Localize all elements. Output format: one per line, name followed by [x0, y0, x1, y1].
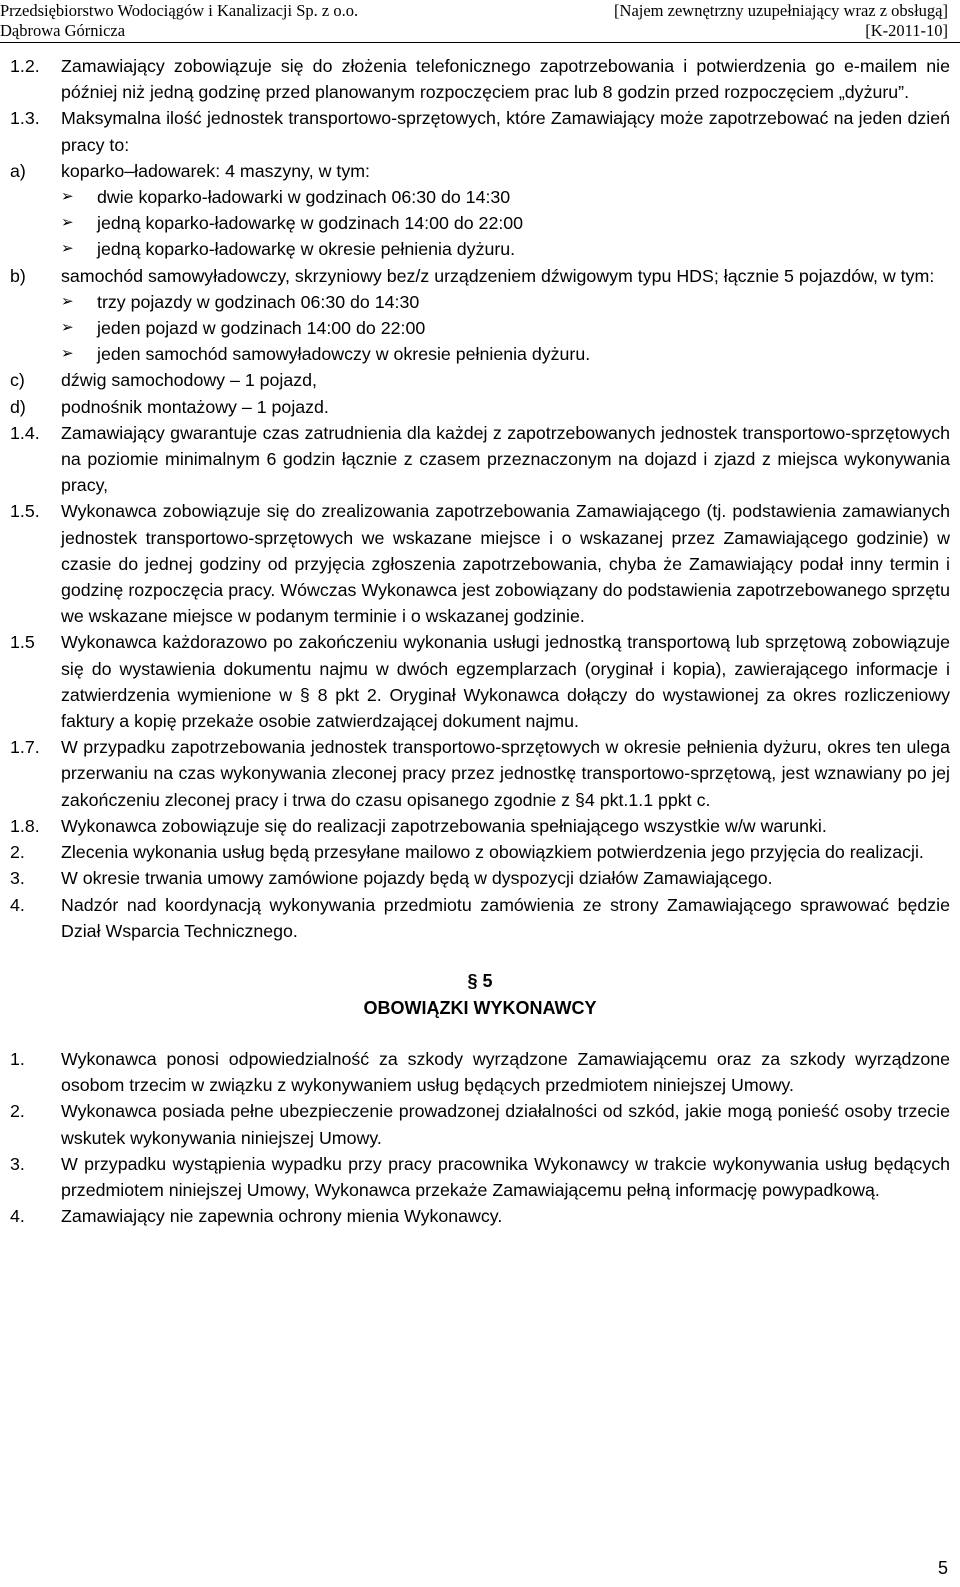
list-item [10, 865, 950, 891]
list-item [10, 892, 950, 944]
item-text: Maksymalna ilość jednostek transportowo-sprzętowych, które Zamawiający może zapotrzebować na jeden dzień pracy to: [61, 108, 950, 155]
item-number: 3. [10, 1153, 25, 1174]
sub-item-letter: d) [10, 396, 26, 417]
bullet-item [10, 210, 950, 236]
sub-item-b [10, 263, 950, 289]
item-text: W przypadku zapotrzebowania jednostek transportowo-sprzętowych w okresie pełnienia dyżuru, okres ten ulega przerwaniu na czas wykonywania zleconej pracy przez jednostkę transportowo-sprzętową, jest wznawiany po jej zakończeniu zleconej pracy i trwa do czasu opisanego zgodnie z §4 pkt.1.1 ppkt c. [61, 737, 950, 810]
header-code: [K-2011-10] [865, 21, 948, 40]
bullet-item [10, 341, 950, 367]
item-number: 2. [10, 842, 25, 863]
arrow-bullet-icon: ➢ [61, 292, 74, 310]
item-text: Wykonawca zobowiązuje się do zrealizowania zapotrzebowania Zamawiającego (tj. podstawienia zamawianych jednostek transportowo-sprzętowych we wskazane miejsce i o wskazanej przez Zamawiającego godzinie) w czasie do jednej godziny od przyjęcia zgłoszenia zapotrzebowania, chyba że Zamawiający podał inny termin i godzinę rozpoczęcia pracy. Wówczas Wykonawca jest zobowiązany do podstawienia zapotrzebowanego sprzętu we wskazane miejsce w podanym terminie i o wskazanej godzinie. [61, 501, 950, 627]
item-number: 4. [10, 894, 25, 915]
item-number: 1.5. [10, 501, 40, 522]
bullet-text: jeden pojazd w godzinach 14:00 do 22:00 [97, 318, 426, 339]
bullet-text: jeden samochód samowyładowczy w okresie pełnienia dyżuru. [97, 344, 591, 365]
sub-item-text: koparko–ładowarek: 4 maszyny, w tym: [61, 160, 370, 181]
item-text: Wykonawca posiada pełne ubezpieczenie prowadzonej działalności od szkód, jakie mogą ponieść osoby trzecie wskutek wykonywania niniejszej Umowy. [61, 1101, 950, 1148]
item-number: 1.4. [10, 422, 40, 443]
item-number: 1.5 [10, 632, 35, 653]
list-item [10, 629, 950, 734]
item-text: Zamawiający nie zapewnia ochrony mienia Wykonawcy. [61, 1206, 503, 1227]
item-number: 4. [10, 1206, 25, 1227]
item-text: Nadzór nad koordynacją wykonywania przedmiotu zamówienia ze strony Zamawiającego sprawować będzie Dział Wsparcia Technicznego. [61, 894, 950, 941]
item-number: 2. [10, 1101, 25, 1122]
list-item [10, 1046, 950, 1098]
list-item [10, 1098, 950, 1150]
item-number: 1.7. [10, 737, 40, 758]
list-item [10, 839, 950, 865]
item-text: Zamawiający zobowiązuje się do złożenia telefonicznego zapotrzebowania i potwierdzenia go e-mailem nie później niż jedną godzinę przed planowanym rozpoczęciem prac lub 8 godzin przed rozpoczęciem „dyżuru”. [61, 56, 950, 103]
item-text: Zamawiający gwarantuje czas zatrudnienia dla każdej z zapotrzebowanych jednostek transportowo-sprzętowych na poziomie minimalnym 6 godzin łącznie z czasem przeznaczonym na dojazd i zjazd z miejsca wykonywania pracy, [61, 422, 950, 496]
item-number: 1. [10, 1048, 25, 1069]
bullet-item [10, 315, 950, 341]
item-text: Zlecenia wykonania usług będą przesyłane mailowo z obowiązkiem potwierdzenia jego przyjęcia do realizacji. [61, 842, 924, 863]
list-item [10, 813, 950, 839]
section-heading [10, 968, 950, 1022]
bullet-item [10, 236, 950, 262]
page-header [0, 0, 960, 43]
list-item [10, 498, 950, 629]
item-text: W przypadku wystąpienia wypadku przy pracy pracownika Wykonawcy w trakcie wykonywania usług będących przedmiotem niniejszej Umowy, Wykonawca przekaże Zamawiającemu pełną informację powypadkową. [61, 1153, 950, 1200]
item-number: 3. [10, 868, 25, 889]
bullet-text: jedną koparko-ładowarkę w godzinach 14:00 do 22:00 [97, 213, 524, 234]
section-title: OBOWIĄZKI WYKONAWCY [363, 997, 597, 1018]
item-number: 1.2. [10, 56, 40, 76]
item-text: W okresie trwania umowy zamówione pojazdy będą w dyspozycji działów Zamawiającego. [61, 868, 773, 889]
list-item [10, 1203, 950, 1229]
list-item [10, 734, 950, 813]
list-item [10, 420, 950, 499]
sub-item-letter: a) [10, 160, 26, 181]
item-text: Wykonawca każdorazowo po zakończeniu wykonania usługi jednostką transportową lub sprzętową zobowiązuje się do wystawienia dokumentu najmu w dwóch egzemplarzach (oryginał i kopia), zawierającego informacje i zatwierdzenia wymienione w § 8 pkt 2. Oryginał Wykonawca dołączy do wystawionej za okres rozliczeniowy faktury a kopię przekaże osobie zatwierdzającej dokument najmu. [61, 632, 950, 732]
arrow-bullet-icon: ➢ [61, 188, 74, 206]
item-number: 1.3. [10, 108, 40, 129]
document-body [10, 53, 950, 1229]
sub-item-text: podnośnik montażowy – 1 pojazd. [61, 396, 329, 417]
header-city: Dąbrowa Górnicza [0, 21, 126, 40]
sub-item-letter: c) [10, 370, 25, 391]
sub-item-c [10, 367, 950, 393]
sub-item-text: samochód samowyładowczy, skrzyniowy bez/z urządzeniem dźwigowym typu HDS; łącznie 5 pojazdów, w tym: [61, 265, 935, 286]
bullet-text: dwie koparko-ładowarki w godzinach 06:30 do 14:30 [97, 187, 511, 208]
header-title: [Najem zewnętrzny uzupełniający wraz z obsługą] [614, 1, 948, 20]
bullet-text: trzy pojazdy w godzinach 06:30 do 14:30 [97, 291, 420, 312]
item-number: 1.8. [10, 815, 40, 836]
header-org: Przedsiębiorstwo Wodociągów i Kanalizacji Sp. z o.o. [0, 1, 359, 20]
sub-item-a [10, 158, 950, 184]
list-item [10, 53, 950, 105]
page-number: 5 [937, 1558, 948, 1578]
sub-item-text: dźwig samochodowy – 1 pojazd, [61, 370, 317, 391]
arrow-bullet-icon: ➢ [61, 345, 74, 363]
arrow-bullet-icon: ➢ [61, 214, 74, 232]
bullet-item [10, 184, 950, 210]
arrow-bullet-icon: ➢ [61, 319, 74, 337]
section-paragraph-number: § 5 [467, 970, 493, 991]
bullet-item [10, 289, 950, 315]
sub-item-d [10, 394, 950, 420]
arrow-bullet-icon: ➢ [61, 240, 74, 258]
list-item [10, 105, 950, 157]
list-item [10, 1151, 950, 1203]
sub-item-letter: b) [10, 265, 26, 286]
bullet-text: jedną koparko-ładowarkę w okresie pełnienia dyżuru. [97, 239, 516, 260]
item-text: Wykonawca zobowiązuje się do realizacji zapotrzebowania spełniającego wszystkie w/w warunki. [61, 815, 827, 836]
item-text: Wykonawca ponosi odpowiedzialność za szkody wyrządzone Zamawiającemu oraz za szkody wyrządzone osobom trzecim w związku z wykonywaniem usług będących przedmiotem niniejszej Umowy. [61, 1048, 950, 1096]
